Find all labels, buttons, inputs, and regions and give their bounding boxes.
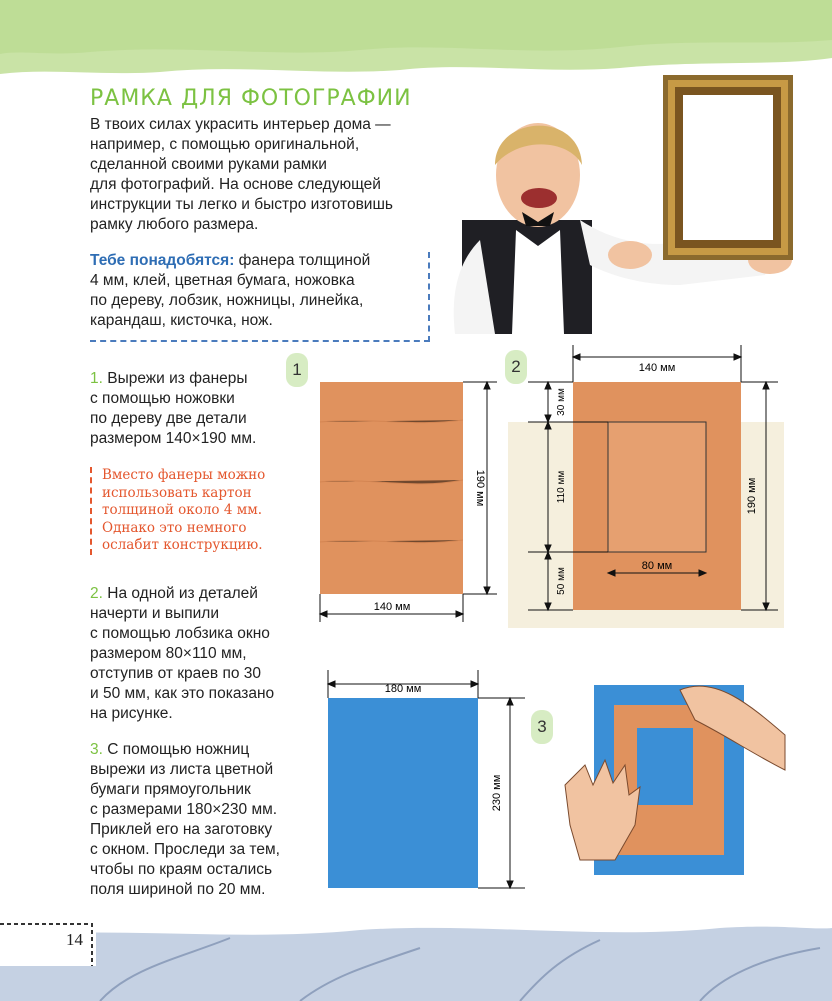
step-3 [90,740,280,900]
tip-note [90,467,265,555]
step-number: 1. [90,370,103,387]
intro-line: рамку любого размера. [90,216,259,233]
materials-needed [90,251,420,331]
intro-line: сделанной своими руками рамки [90,156,327,173]
page-title: РАМКА ДЛЯ ФОТОГРАФИИ [90,86,412,111]
note-line: Однако это немного [102,519,247,536]
note-line: использовать картон [102,484,252,501]
step-text: размером 140×190 мм. [90,430,257,447]
note-line: толщиной около 4 мм. [102,502,262,518]
step-text: бумаги прямоугольник [90,781,251,798]
step-number: 2. [90,585,103,602]
step-1 [90,369,256,449]
step-text: С помощью ножниц [102,741,250,758]
figure-1-width-label: 140 мм [373,601,411,613]
step-text: с помощью лобзика окно [90,625,270,642]
step-text: отступив от краев по 30 [90,665,261,682]
note-line: Вместо фанеры можно [102,467,266,483]
step-text: Вырежи из фанеры [102,370,248,387]
blue-paper-sheet [328,698,478,888]
materials-line: по дереву, лобзик, ножницы, линейка, [90,292,364,309]
figure-1-height-label: 190 мм [474,469,486,507]
figure-2-bottom-margin-label: 50 мм [556,567,567,595]
step-2 [90,584,274,724]
figure-paper-height-label: 230 мм [491,774,503,812]
step-text: вырежи из листа цветной [90,761,274,778]
figure-2-height-label: 190 мм [746,477,758,515]
figure-2-width-label: 140 мм [638,362,676,374]
step-text: по дереву две детали [90,410,247,427]
note-line: ослабит конструкцию. [102,537,263,553]
intro-text [90,115,440,235]
top-decorative-band [0,0,832,78]
step-text: начерти и выпили [90,605,219,622]
page-number: 14 [66,930,83,949]
bottom-decorative-band [0,918,832,1001]
step-text: с окном. Проследи за тем, [90,841,280,858]
figure-2-badge: 2 [505,350,527,384]
figure-1-plywood-piece [312,372,502,622]
step-text: чтобы по краям остались [90,861,273,878]
intro-line: В твоих силах украсить интерьер дома — [90,116,391,133]
materials-line: карандаш, кисточка, нож. [90,312,273,329]
materials-line: фанера толщиной [234,252,371,269]
figure-2-frame-blank [508,340,794,630]
figure-paper-width-label: 180 мм [384,683,422,695]
figure-2-window-height-label: 110 мм [556,470,567,504]
step-text: и 50 мм, как это показано [90,685,275,702]
step-text: На одной из деталей [102,585,258,602]
step-number: 3. [90,741,103,758]
step-text: с размерами 180×230 мм. [90,801,278,818]
figure-2-top-margin-label: 30 мм [556,388,567,416]
step-text: Приклей его на заготовку [90,821,273,838]
materials-label: Тебе понадобятся: [90,252,235,269]
intro-line: инструкции ты легко и быстро изготовишь [90,196,393,213]
intro-line: для фотографий. На основе следующей [90,176,381,193]
plywood-board [320,382,463,594]
figure-blue-paper [320,670,530,895]
figure-3-gluing-illustration [555,675,800,890]
figure-1-badge: 1 [286,353,308,387]
figure-2-window-width-label: 80 мм [641,560,673,572]
materials-line: 4 мм, клей, цветная бумага, ножовка [90,272,355,289]
intro-line: например, с помощью оригинальной, [90,136,360,153]
step-text: поля шириной по 20 мм. [90,881,266,898]
step-text: с помощью ножовки [90,390,235,407]
step-text: размером 80×110 мм, [90,645,247,662]
frame-window [608,422,706,552]
step-text: на рисунке. [90,705,173,722]
figure-3-badge: 3 [531,710,553,744]
gold-frame-photo [663,75,793,260]
